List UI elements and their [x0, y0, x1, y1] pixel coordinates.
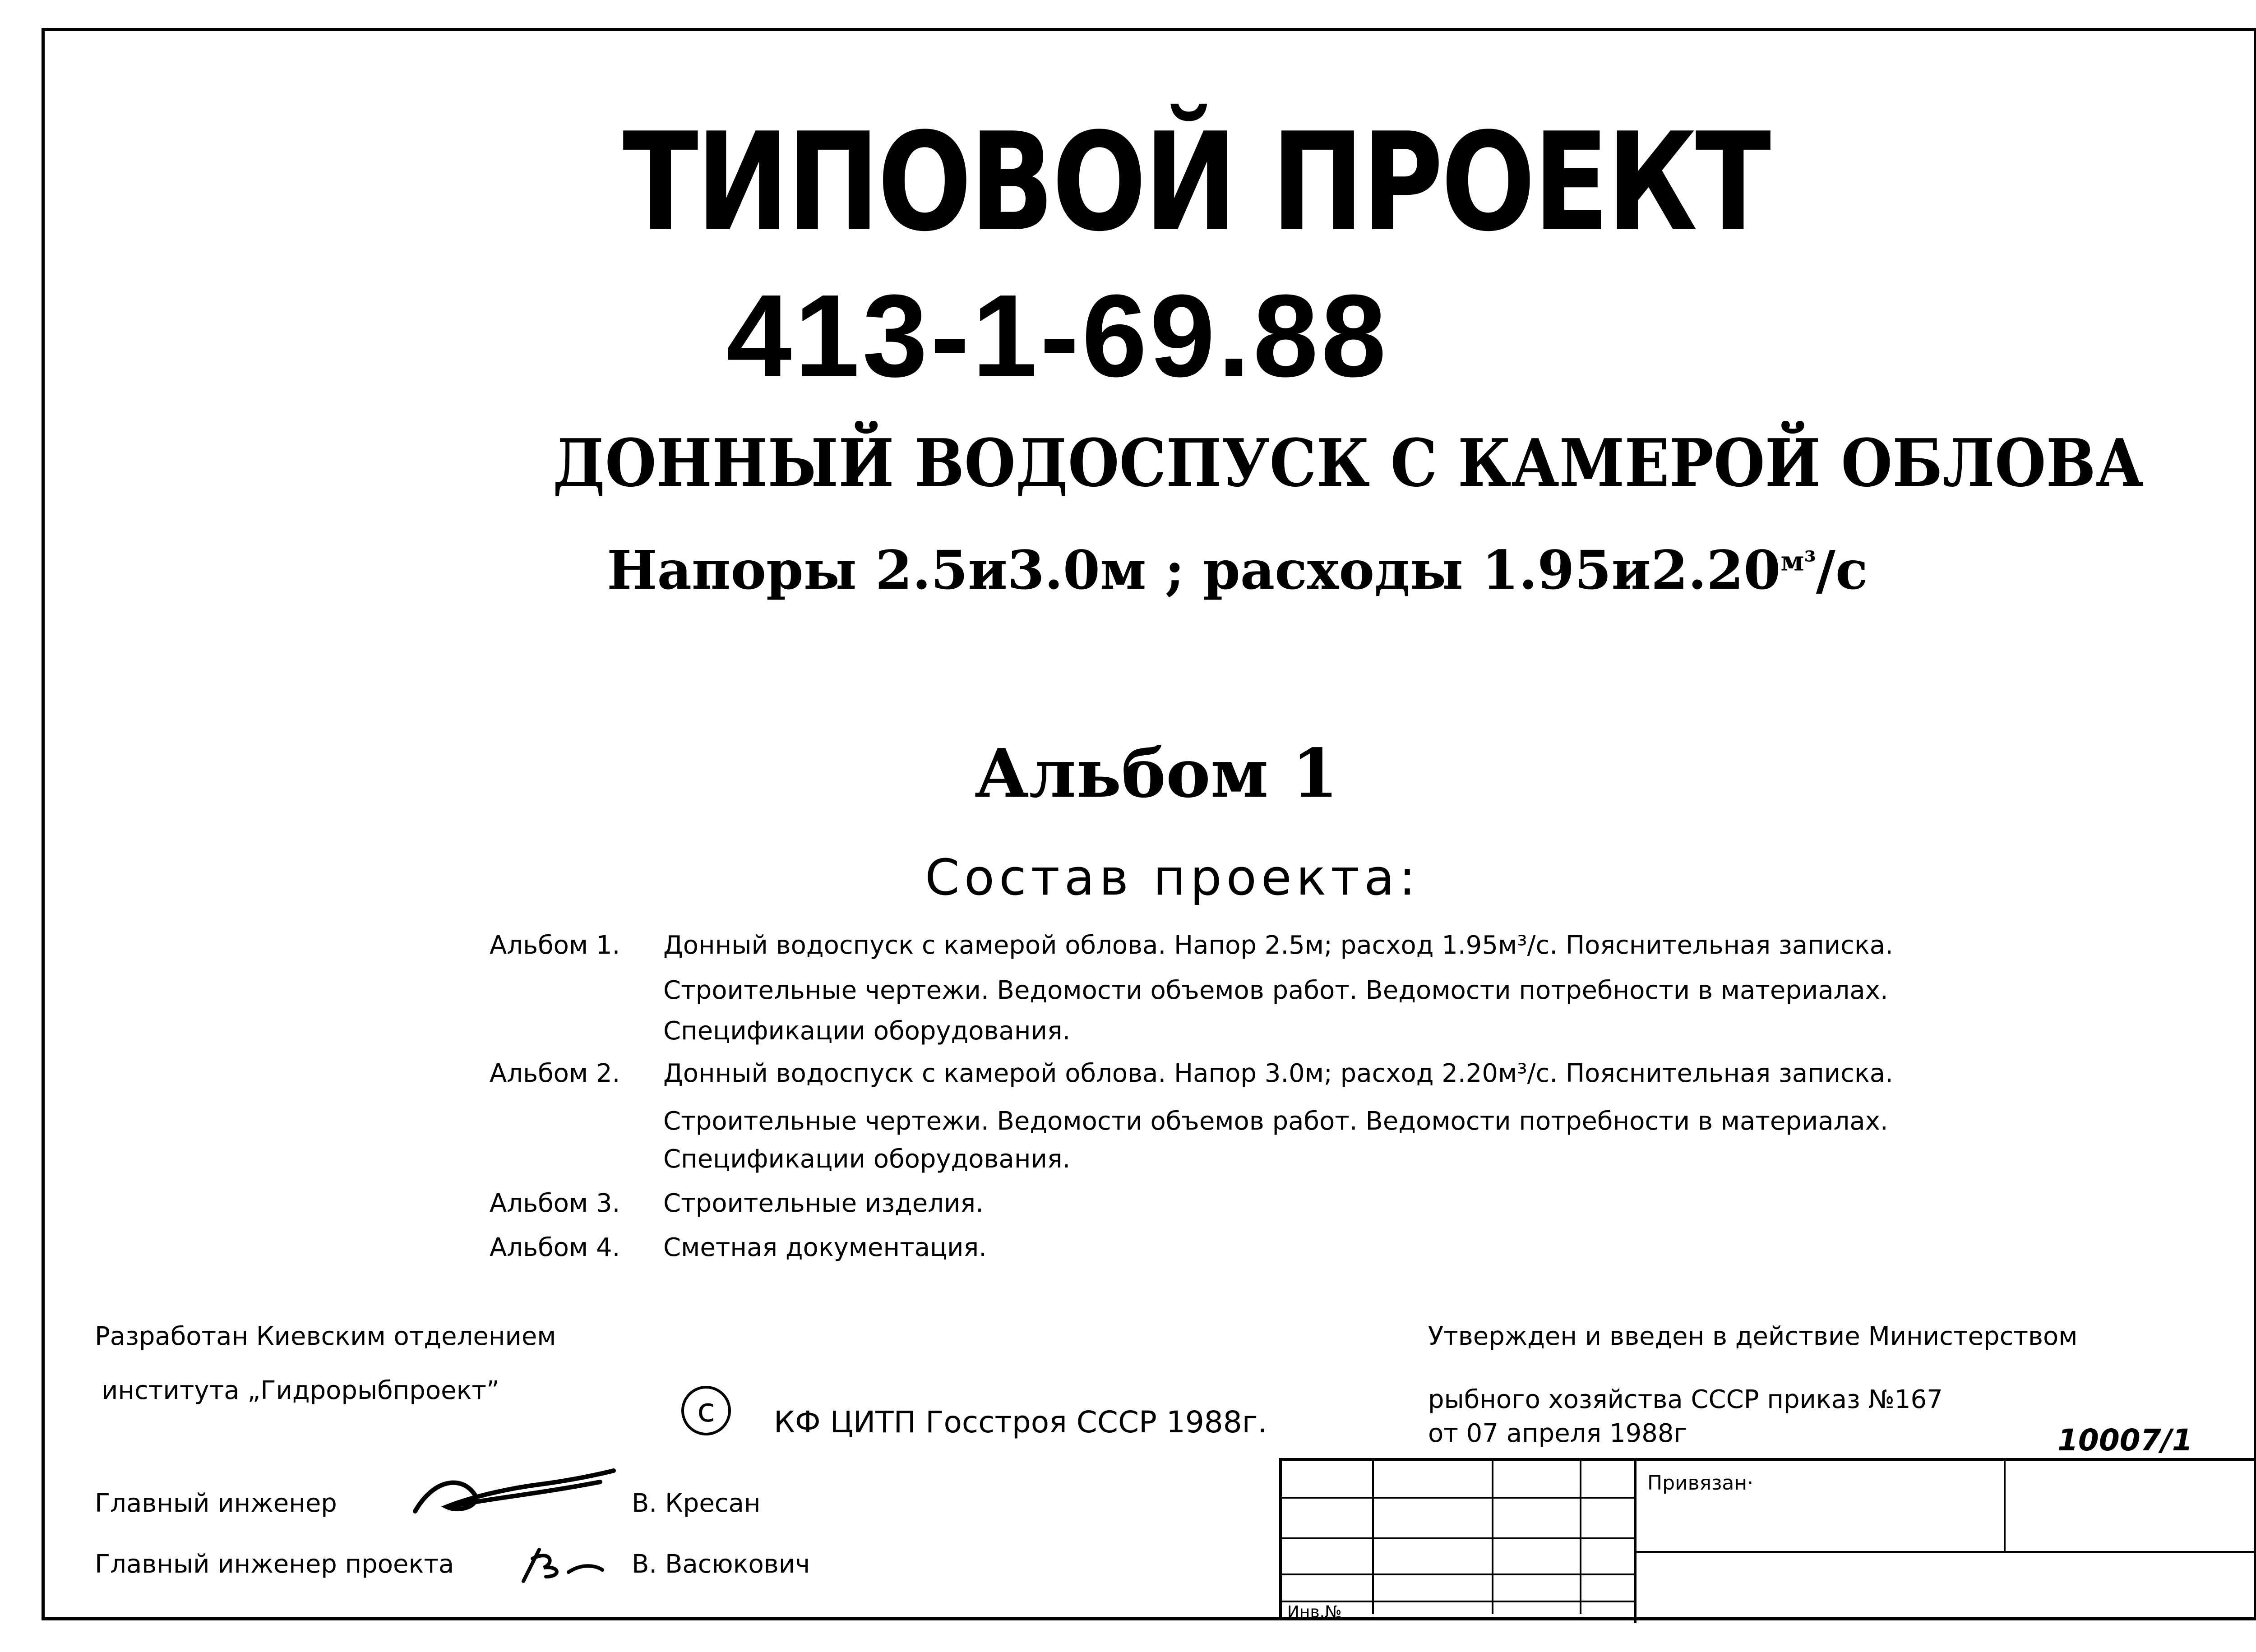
project-number: 413-1-69.88: [726, 271, 1389, 401]
album-title: Альбом 1: [975, 734, 1338, 812]
title-block-divider: [1282, 1601, 1634, 1602]
params-unit-tail: /с: [1816, 539, 1868, 601]
album-3-label: Альбом 3.: [490, 1189, 620, 1218]
document-title: ТИПОВОЙ ПРОЕКТ: [623, 104, 1769, 261]
album-2-line-1: Донный водоспуск с камерой облова. Напор 3.0м; расход 2.20м³/с. Пояснительная записка.: [663, 1059, 1893, 1088]
composition-heading: Состав проекта:: [925, 849, 1420, 906]
project-subtitle: ДОННЫЙ ВОДОСПУСК С КАМЕРОЙ ОБЛОВА: [553, 425, 2144, 502]
album-1-line-3: Спецификации оборудования.: [663, 1016, 1071, 1046]
approval-line-2: рыбного хозяйства СССР приказ №167: [1428, 1385, 1943, 1414]
approval-line-3: от 07 апреля 1988г: [1428, 1419, 1687, 1448]
chief-engineer-name: В. Кресан: [632, 1489, 761, 1518]
album-4-line-1: Сметная документация.: [663, 1233, 987, 1262]
inventory-label: Инв.№: [1287, 1603, 1342, 1621]
title-block: [1279, 1458, 2256, 1620]
title-block-divider: [2004, 1461, 2006, 1551]
album-2-line-3: Спецификации оборудования.: [663, 1144, 1071, 1174]
album-1-label: Альбом 1.: [490, 931, 620, 960]
approval-line-1: Утвержден и введен в действие Министерством: [1428, 1322, 2078, 1351]
developer-line-2: института „Гидрорыбпроект”: [102, 1376, 500, 1405]
album-4-label: Альбом 4.: [490, 1233, 620, 1262]
developer-line-1: Разработан Киевским отделением: [95, 1322, 556, 1351]
title-block-divider: [1282, 1497, 1634, 1499]
project-parameters: [607, 539, 1868, 601]
chief-engineer-signature: [406, 1462, 618, 1525]
title-block-divider: [1282, 1574, 1634, 1575]
chief-engineer-role: Главный инженер: [95, 1489, 337, 1518]
chief-project-engineer-name: В. Васюкович: [632, 1550, 810, 1579]
chief-project-engineer-signature: [519, 1545, 605, 1586]
chief-project-engineer-role: Главный инженер проекта: [95, 1550, 454, 1579]
album-2-label: Альбом 2.: [490, 1059, 620, 1088]
album-1-line-2: Строительные чертежи. Ведомости объемов работ. Ведомости потребности в материалах.: [663, 976, 1888, 1005]
bound-label: Привязан·: [1647, 1472, 1754, 1495]
copyright-text: КФ ЦИТП Госстроя СССР 1988г.: [774, 1405, 1267, 1440]
copyright-icon: c: [681, 1386, 731, 1435]
album-1-line-1: Донный водоспуск с камерой облова. Напор 2.5м; расход 1.95м³/с. Пояснительная записка.: [663, 931, 1893, 960]
params-text: Напоры 2.5и3.0м ; расходы 1.95и2.20: [607, 539, 1781, 601]
params-unit-sup: м³: [1780, 545, 1816, 577]
document-code: 10007/1: [2057, 1423, 2193, 1458]
title-block-divider: [1634, 1461, 1637, 1623]
album-3-line-1: Строительные изделия.: [663, 1189, 984, 1218]
title-block-divider: [1282, 1537, 1634, 1539]
album-2-line-2: Строительные чертежи. Ведомости объемов работ. Ведомости потребности в материалах.: [663, 1107, 1888, 1136]
title-block-divider: [1634, 1551, 2256, 1553]
